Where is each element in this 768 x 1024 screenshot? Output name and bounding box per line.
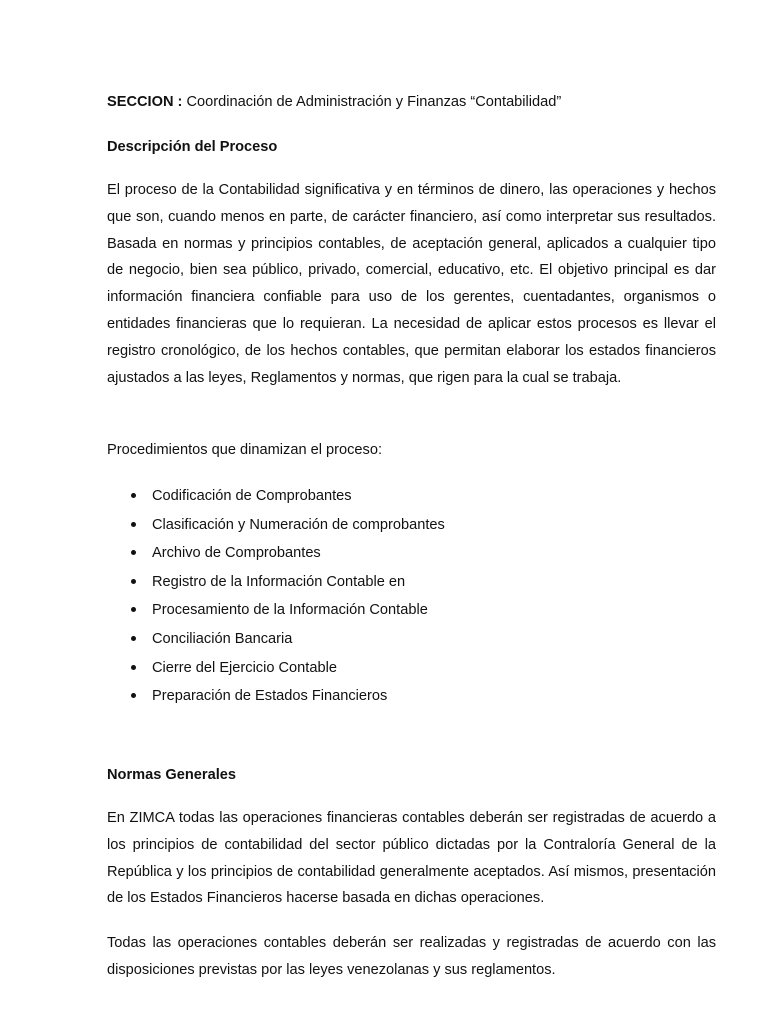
procedures-list — [107, 485, 445, 714]
bullet-icon — [131, 550, 136, 555]
bullet-icon — [131, 693, 136, 698]
norms-paragraph-2: Todas las operaciones contables deberán ser realizadas y registradas de acuerdo con las disposiciones previstas por las leyes venezolanas y sus reglamentos. — [107, 935, 716, 978]
list-item — [107, 571, 445, 600]
bullet-icon — [131, 636, 136, 641]
bullet-icon — [131, 522, 136, 527]
list-item — [107, 657, 445, 686]
list-item-text: Procesamiento de la Información Contable — [152, 602, 428, 619]
bullet-icon — [131, 665, 136, 670]
list-item-text: Codificación de Comprobantes — [152, 488, 352, 504]
list-item-text: Archivo de Comprobantes — [152, 545, 321, 562]
section-value: Coordinación de Administración y Finanzas “Contabilidad” — [186, 94, 562, 110]
list-item — [107, 485, 445, 514]
section-line — [107, 92, 561, 112]
description-paragraph: El proceso de la Contabilidad significativa y en términos de dinero, las operaciones y hechos que son, cuando menos en parte, de carácter financiero, así como interpretar sus resultados. Basada en normas y principios contables, de aceptación general, aplicados a cualquier tipo de negocio, bien sea público, privado, comercial, educativo, etc. El objetivo principal es dar información financiera confiable para uso de los gerentes, cuentadantes, organismos o entidades financieras que lo requieran. La necesidad de aplicar estos procesos es llevar el registro cronológico, de los hechos contables, que permitan elaborar los estados financieros ajustados a las leyes, Reglamentos y normas, que rigen para la cual se trabaja. — [107, 182, 716, 386]
list-item — [107, 628, 445, 657]
list-item-text: Conciliación Bancaria — [152, 630, 293, 647]
bullet-icon — [131, 607, 136, 612]
procedures-intro: Procedimientos que dinamizan el proceso: — [107, 442, 383, 458]
list-item — [107, 685, 445, 714]
section-label: SECCION : — [107, 94, 183, 110]
list-item-text: Registro de la Información Contable en — [152, 573, 406, 590]
list-item — [107, 542, 445, 571]
norms-paragraph-1: En ZIMCA todas las operaciones financieras contables deberán ser registradas de acuerdo a los principios de contabilidad del sector público dictadas por la Contraloría General de la República y los principios de contabilidad generalmente aceptados. Así mismos, presentación de los Estados Financieros hacerse basada en dichas operaciones. — [107, 810, 716, 907]
list-item — [107, 599, 445, 628]
bullet-icon — [131, 493, 136, 498]
list-item-text: Clasificación y Numeración de comprobantes — [152, 516, 445, 533]
list-item-text: Preparación de Estados Financieros — [152, 688, 388, 705]
norms-heading: Normas Generales — [107, 767, 236, 783]
bullet-icon — [131, 579, 136, 584]
description-heading: Descripción del Proceso — [107, 139, 278, 155]
list-item — [107, 514, 445, 543]
list-item-text: Cierre del Ejercicio Contable — [152, 659, 337, 676]
